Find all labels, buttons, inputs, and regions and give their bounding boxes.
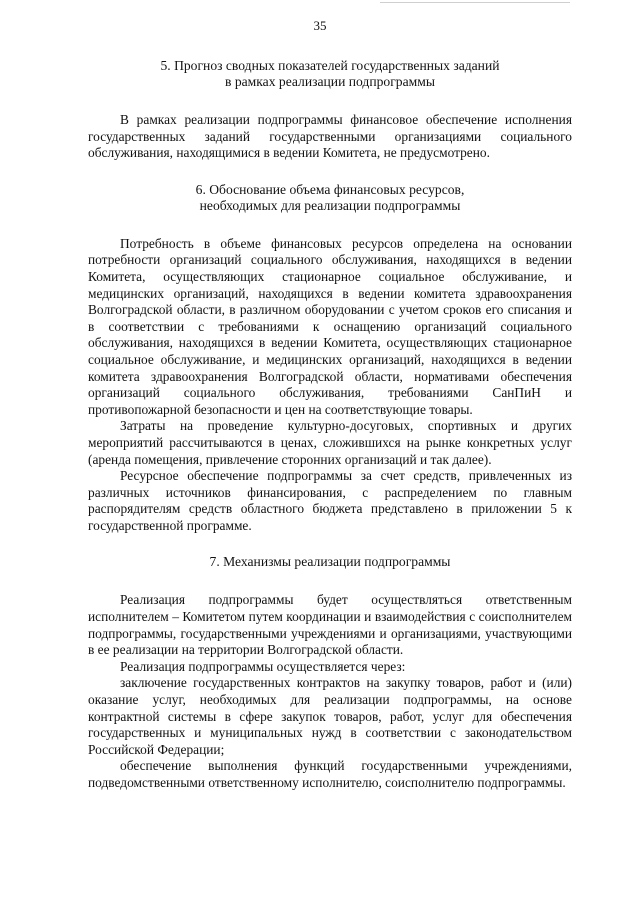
page-number: 35 — [313, 18, 327, 33]
section-7-paragraph-1: Реализация подпрограммы будет осуществляться ответственным исполнителем – Комитетом путем координации и взаимодействия с соисполнителем подпрограммы, государственными учреждениями и организациями, участвующими в ее реализации на территории Волгоградской области. — [88, 592, 572, 658]
section-6-paragraph-2: Затраты на проведение культурно-досуговых, спортивных и других мероприятий рассчитываются в ценах, сложившихся на рынке конкретных услуг (аренда помещения, привлечение сторонних организаций и так далее). — [88, 418, 572, 467]
section-7-paragraph-4: обеспечение выполнения функций государственными учреждениями, подведомственными ответственному исполнителю, соисполнителю подпрограммы. — [88, 758, 572, 790]
section-6-paragraph-3: Ресурсное обеспечение подпрограммы за счет средств, привлеченных из различных источников финансирования, с распределением по главным распорядителям средств областного бюджета представлено в приложении 5 к государственной программе. — [88, 468, 572, 533]
section-5-heading-line1: 5. Прогноз сводных показателей государственных заданий — [160, 58, 500, 73]
section-5-heading-line2: в рамках реализации подпрограммы — [225, 74, 435, 89]
section-7-paragraph-3: заключение государственных контрактов на закупку товаров, работ и (или) оказание услуг, необходимых для реализации подпрограммы, на основе контрактной системы в сфере закупок товаров, работ, услуг для обеспечения государственных и муниципальных нужд в соответствии с законодательством Российской Федерации; — [88, 675, 572, 757]
scan-edge-mark — [380, 2, 570, 6]
section-5-paragraph-1: В рамках реализации подпрограммы финансовое обеспечение исполнения государственных заданий государственными организациями социального обслуживания, находящимися в ведении Комитета, не предусмотрено. — [88, 112, 572, 161]
section-5-heading — [88, 58, 572, 90]
section-7-heading-line1: 7. Механизмы реализации подпрограммы — [209, 554, 451, 570]
section-7-paragraph-2: Реализация подпрограммы осуществляется через: — [120, 658, 406, 674]
section-6-heading-line2: необходимых для реализации подпрограммы — [199, 197, 461, 213]
section-6-heading-line1: 6. Обоснование объема финансовых ресурсов, — [195, 181, 465, 197]
section-7-heading — [88, 554, 572, 570]
document-body — [88, 58, 572, 792]
section-6-heading — [88, 182, 572, 214]
section-6-paragraph-1: Потребность в объеме финансовых ресурсов определена на основании потребности организаций социального обслуживания, находящихся в ведении Комитета, осуществляющих стационарное социальное обслуживание, и медицинских организаций, находящихся в ведении комитета здравоохранения Волгоградской области, в различном оборудовании с учетом сроков его списания и в соответствии с требованиями к оснащению организаций социального обслуживания, находящихся в ведении Комитета, осуществляющих стационарное социальное обслуживание, и медицинских организаций, находящихся в ведении комитета здравоохранения Волгоградской области, нормативами обеспечения организаций социального обслуживания, требованиями СанПиН и противопожарной безопасности и цен на соответствующие товары. — [88, 235, 572, 417]
